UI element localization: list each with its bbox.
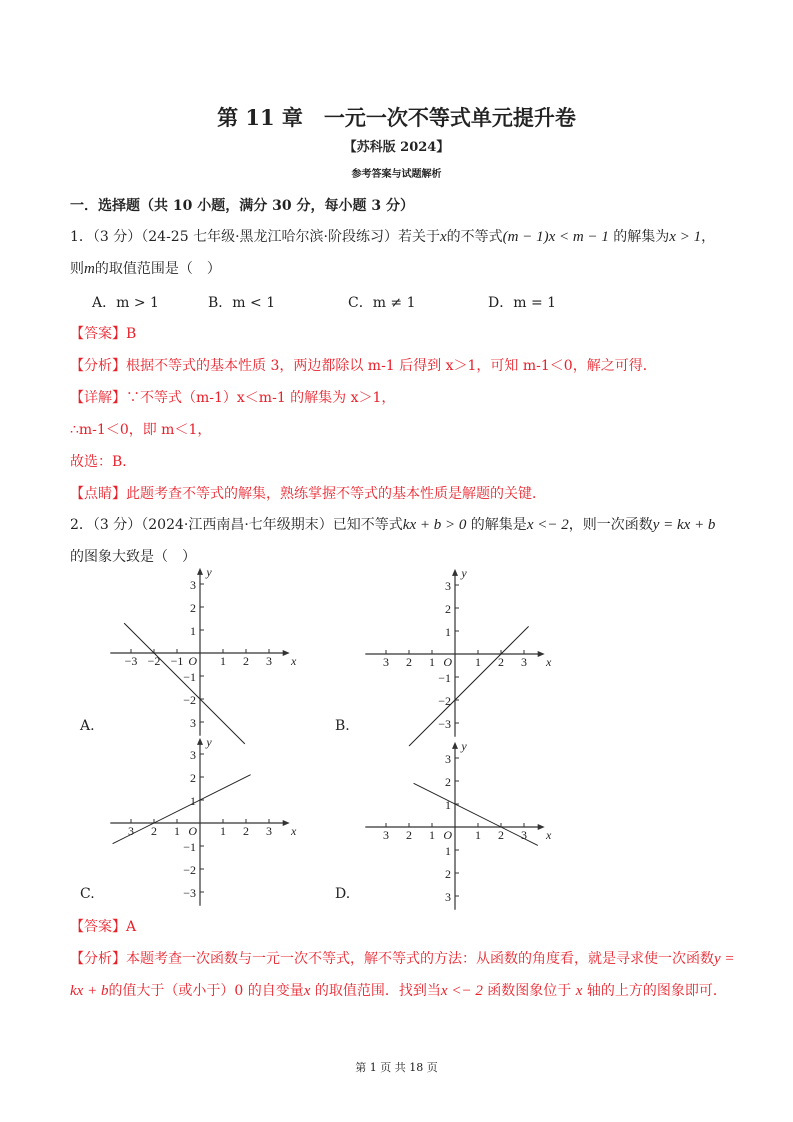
math-var: kx + b (70, 983, 109, 999)
q1-detail-2: ∴m-1＜0，即 m＜1， (70, 422, 212, 438)
x-tick-label: 1 (475, 655, 481, 669)
x-axis-arrow (283, 820, 290, 826)
math-ineq: kx + b > 0 (402, 517, 467, 533)
origin-label: O (188, 824, 197, 838)
x-tick-label: 1 (429, 655, 435, 669)
y-axis-label: y (206, 734, 212, 749)
y-tick-label: 3 (190, 578, 196, 592)
y-axis-arrow (197, 738, 203, 745)
y-tick-label: 3 (445, 890, 451, 904)
x-tick-label: 1 (220, 824, 226, 838)
subtitle: 参考答案与试题解析 (351, 169, 442, 180)
q1-detail-1: 【详解】∵不等式（m-1）x＜m-1 的解集为 x＞1， (70, 390, 396, 406)
y-axis-label: y (461, 565, 467, 580)
x-tick-label: 2 (498, 828, 504, 842)
graph-label-b: B. (335, 718, 350, 734)
origin-label: O (443, 655, 452, 669)
x-tick-label: −1 (170, 654, 184, 668)
function-line (124, 623, 245, 744)
math-func: y = kx + b (652, 517, 716, 533)
q2-text: 2．（3 分）（2024·江西南昌·七年级期末）已知不等式 (70, 517, 403, 533)
y-axis-arrow (452, 569, 458, 576)
x-tick-label: 1 (429, 828, 435, 842)
x-tick-label: 3 (383, 655, 389, 669)
y-tick-label: 2 (445, 775, 451, 789)
x-tick-label: 1 (475, 828, 481, 842)
y-tick-label: 2 (445, 867, 451, 881)
x-axis-arrow (538, 651, 545, 657)
q2-analysis-line1 (70, 950, 735, 968)
y-tick-label: 1 (445, 625, 451, 639)
function-line (409, 626, 529, 746)
x-axis-arrow (538, 824, 545, 830)
x-axis-label: x (546, 655, 552, 669)
q1-option-c: C．m ≠ 1 (348, 295, 416, 311)
x-axis-arrow (283, 650, 290, 656)
y-tick-label: −1 (438, 671, 451, 685)
q2-analysis-text: 轴的上方的图象即可． (582, 983, 727, 999)
q2-analysis-text: 的取值范围．找到当 (310, 983, 441, 999)
origin-label: O (443, 828, 452, 842)
graph-label-a: A. (80, 718, 95, 734)
x-tick-label: 2 (498, 655, 504, 669)
x-tick-label: 2 (151, 824, 157, 838)
x-tick-label: 2 (243, 824, 249, 838)
y-tick-label: −3 (183, 886, 196, 900)
math-ineq: x <− 2 (440, 983, 483, 999)
x-tick-label: 3 (266, 824, 272, 838)
edition-label: 【苏科版 2024】 (343, 140, 450, 155)
y-tick-label: 3 (190, 716, 196, 730)
q2-analysis-line2 (70, 982, 727, 1000)
x-axis-label: x (291, 654, 297, 668)
q1-text: 的取值范围是（ ） (94, 261, 221, 277)
y-tick-label: 2 (445, 602, 451, 616)
page-footer: 第 1 页 共 18 页 (355, 1061, 438, 1074)
x-tick-label: 3 (128, 824, 134, 838)
q1-analysis: 【分析】根据不等式的基本性质 3，两边都除以 m-1 后得到 x＞1，可知 m-1＜0，解之可得． (70, 358, 657, 374)
q1-text: ， (701, 229, 716, 245)
x-tick-label: 3 (266, 654, 272, 668)
q1-text: 则 (70, 261, 84, 277)
q1-comment: 【点睛】此题考查不等式的解集，熟练掌握不等式的基本性质是解题的关键． (70, 486, 546, 502)
function-line (113, 775, 251, 844)
y-tick-label: 1 (190, 624, 196, 638)
q2-analysis-text: 函数图象位于 (482, 983, 576, 999)
q2-stem-line2: 的图象大致是（ ） (70, 549, 196, 565)
y-tick-label: 2 (190, 601, 196, 615)
math-sol: x > 1 (669, 229, 702, 245)
q1-answer: 【答案】B (70, 326, 137, 342)
y-axis-arrow (452, 742, 458, 749)
x-tick-label: 3 (521, 655, 527, 669)
q2-analysis-text: 的值大于（或小于）0 的自变量 (108, 983, 304, 999)
q1-text: 的不等式 (446, 229, 503, 245)
page-title: 第 11 章 一元一次不等式单元提升卷 (217, 105, 576, 130)
y-tick-label: −2 (183, 693, 196, 707)
y-tick-label: 1 (190, 794, 196, 808)
x-tick-label: 1 (220, 654, 226, 668)
math-var: x (575, 983, 583, 999)
y-tick-label: 2 (190, 771, 196, 785)
q1-option-a: A．m > 1 (92, 295, 159, 311)
math-var: x (439, 229, 447, 245)
q1-option-b: B．m < 1 (208, 295, 276, 311)
y-tick-label: −1 (183, 840, 196, 854)
y-tick-label: −2 (183, 863, 196, 877)
y-tick-label: −1 (183, 670, 196, 684)
q1-text: 的解集为 (608, 229, 670, 245)
y-tick-label: 1 (445, 844, 451, 858)
y-tick-label: 3 (190, 748, 196, 762)
q2-answer: 【答案】A (70, 919, 137, 935)
math-var: x (303, 983, 311, 999)
x-axis-label: x (291, 824, 297, 838)
x-tick-label: 3 (521, 828, 527, 842)
y-axis-arrow (197, 568, 203, 575)
y-axis-label: y (461, 738, 467, 753)
q2-text: ，则一次函数 (568, 517, 653, 533)
y-axis-label: y (206, 564, 212, 579)
x-tick-label: 2 (243, 654, 249, 668)
math-sol: x <− 2 (526, 517, 569, 533)
x-tick-label: 2 (406, 655, 412, 669)
graph-label-c: C. (80, 886, 95, 902)
x-tick-label: −3 (124, 654, 138, 668)
y-tick-label: −2 (438, 694, 451, 708)
math-var: y = (714, 951, 735, 967)
y-tick-label: 3 (445, 752, 451, 766)
q2-text: 的解集是 (466, 517, 527, 533)
x-tick-label: 3 (383, 828, 389, 842)
math-var: m (84, 261, 95, 277)
y-tick-label: 1 (445, 798, 451, 812)
math-ineq: (m − 1)x < m − 1 (502, 229, 609, 245)
section-heading: 一．选择题（共 10 小题，满分 30 分，每小题 3 分） (70, 198, 414, 214)
q1-option-d: D．m = 1 (488, 295, 557, 311)
q2-analysis-text: 【分析】本题考查一次函数与一元一次不等式，解不等式的方法：从函数的角度看，就是寻求使一次函数 (70, 951, 714, 967)
x-axis-label: x (546, 828, 552, 842)
graph-label-d: D. (335, 886, 351, 902)
y-tick-label: −3 (438, 717, 451, 731)
origin-label: O (188, 654, 197, 668)
x-tick-label: −2 (147, 654, 161, 668)
x-tick-label: 2 (406, 828, 412, 842)
y-tick-label: 3 (445, 579, 451, 593)
x-tick-label: 1 (174, 824, 180, 838)
q1-detail-3: 故选：B． (70, 454, 137, 470)
q1-text: 1．（3 分）（24-25 七年级·黑龙江哈尔滨·阶段练习）若关于 (70, 229, 440, 245)
